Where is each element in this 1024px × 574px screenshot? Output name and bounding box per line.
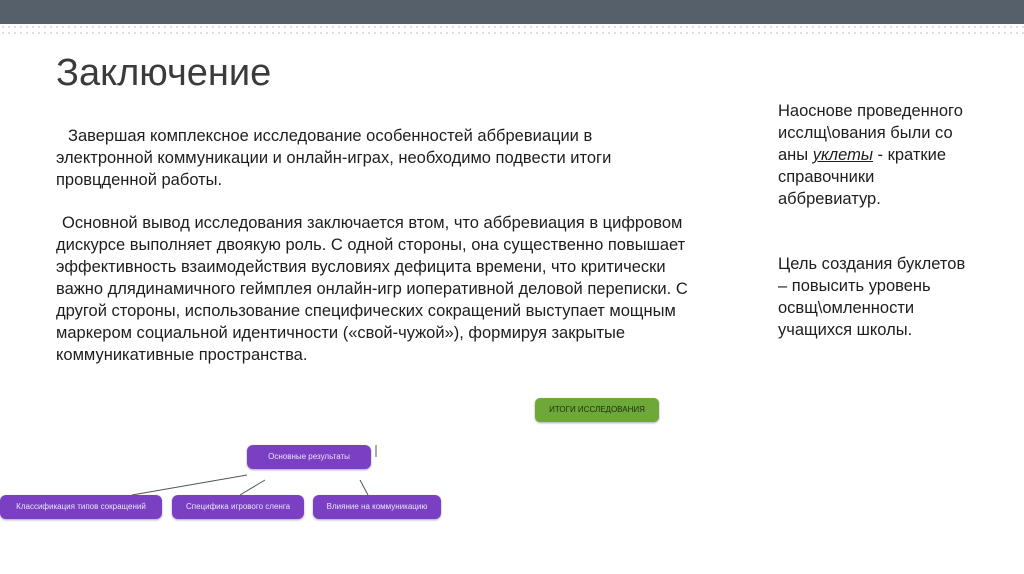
diagram-node-slang[interactable]: Специфика игрового сленга [172, 495, 304, 519]
diagram-main-node[interactable]: Основные результаты [247, 445, 371, 469]
intro-paragraph: Завершая комплексное исследование особенностей аббревиации в электронной коммуникации и онлайн-играх, необходимо подвести итоги провцденной работы. [56, 127, 612, 189]
top-bar [0, 0, 1024, 24]
connector-line [132, 475, 247, 495]
conclusion-paragraph: Основной вывод исследования заключается втом, что аббревиация в цифровом дискурсе выполняет двоякую роль. С одной стороны, она существенно повышает эффективность взаимодействия вусловиях дефицита времени, что критически важно длядинамичного геймплея онлайн-игр иоперативной деловой переписки. С другой стороны, использование специфических сокращений выступает мощным маркером социальной идентичности («свой-чужой»), формируя закрытые коммуникативные пространства. [56, 214, 688, 364]
connector-line [240, 480, 265, 495]
sidebar-note-booklets [778, 100, 968, 210]
connector-line [360, 480, 368, 495]
dotted-divider [0, 24, 1024, 34]
diagram-node-classification[interactable]: Классификация типов сокращений [0, 495, 162, 519]
sidebar-note-goal: Цель создания буклетов – повысить уровень освщ\омленности учащихся школы. [778, 255, 966, 339]
sidebar-note-text: Наоснове проведенного исслщ\ования были со аны [778, 102, 963, 164]
booklets-link[interactable]: уклеты [812, 146, 873, 164]
diagram-node-influence[interactable]: Влияние на коммуникацию [313, 495, 441, 519]
research-results-button[interactable]: ИТОГИ ИССЛЕДОВАНИЯ [535, 398, 659, 422]
sidebar-note-text: - краткие справочники аббревиатур. [778, 146, 947, 208]
slide-title: Заключение [56, 52, 272, 94]
